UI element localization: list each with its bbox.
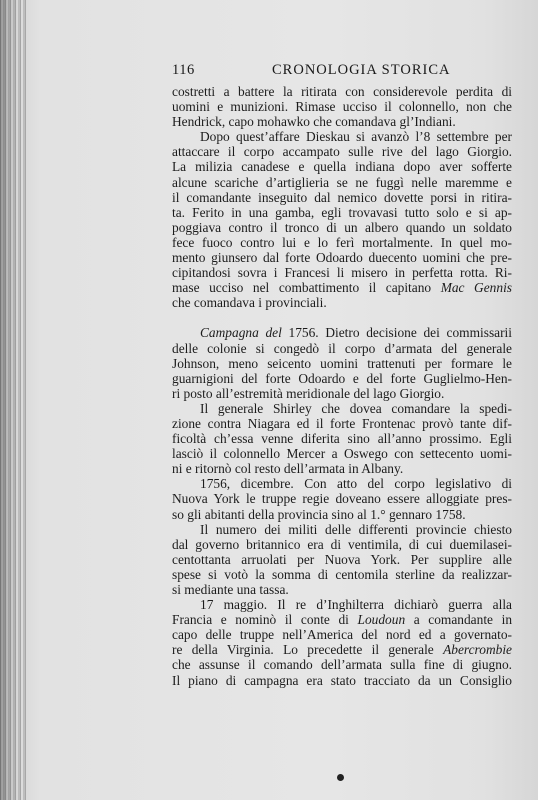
line-text: ta. Ferito in una gamba, egli trovavasi tutto solo e si ap- (172, 204, 512, 220)
italic-text: Abercrombie (443, 642, 512, 658)
line-text: lasciò il colonnello Mercer a Oswego con settecento uomi- (172, 446, 512, 462)
text-line (172, 295, 512, 310)
text-line (172, 99, 512, 114)
text-line (172, 144, 512, 159)
line-text: capo delle truppe nell’America del nord ed a governato- (172, 627, 512, 643)
line-text: che assunse il comando dell’armata sulla fine di giugno. (172, 657, 512, 673)
line-text: La milizia canadese e quella indiana dopo aver sofferte (172, 159, 512, 175)
text-line (172, 129, 512, 144)
text-line (172, 627, 512, 642)
line-text: mase ucciso nel combattimento il capitano (172, 280, 441, 296)
line-text: cipitandosi sovra i Francesi li misero in perfetta rotta. Ri- (172, 265, 512, 281)
line-text: uomini e munizioni. Rimase ucciso il colonnello, non che (172, 99, 512, 115)
text-line (172, 371, 512, 386)
line-text: centottanta arruolati per Nuova York. Per supplire alle (172, 551, 512, 567)
line-text: attaccare il corpo accampato sulle rive del lago Giorgio. (172, 144, 512, 160)
line-text: 1756, dicembre. Con atto del corpo legislativo di (200, 476, 512, 492)
line-text: Il generale Shirley che dovea comandare la spedi- (200, 400, 512, 416)
text-line (172, 582, 512, 597)
page-number: 116 (172, 62, 195, 78)
line-text: Hendrick, capo mohawko che comandava gl’Indiani. (172, 114, 456, 130)
text-line (172, 401, 512, 416)
text-line (172, 446, 512, 461)
paragraph-gap (172, 310, 512, 325)
body-text (172, 84, 512, 688)
line-text: Francia e nominò il conte di (172, 612, 358, 628)
text-line (172, 250, 512, 265)
line-text: il comandante inseguito dal nemico dovette porsi in ritira- (172, 189, 512, 205)
text-line (172, 190, 512, 205)
text-line (172, 461, 512, 476)
line-text: dal governo britannico era di ventimila, di cui duemilasei- (172, 536, 512, 552)
italic-text: Loudoun (357, 612, 406, 628)
running-title: CRONOLOGIA STORICA (272, 62, 451, 78)
text-line (172, 416, 512, 431)
text-line (172, 673, 512, 688)
text-line (172, 235, 512, 250)
line-text: zione contra Niagara ed il forte Frontenac provò tante dif- (172, 415, 512, 431)
text-line (172, 341, 512, 356)
italic-text: Mac Gennis (440, 280, 512, 296)
line-text: so gli abitanti della provincia sino al 1.° gennaro 1758. (172, 506, 466, 522)
text-line (172, 159, 512, 174)
text-line (172, 431, 512, 446)
line-text: ri posto all’estremità meridionale del lago Giorgio. (172, 385, 445, 401)
line-text: che comandava i provinciali. (172, 295, 327, 311)
italic-text: Campagna del (200, 325, 282, 341)
ink-dot (337, 774, 344, 781)
line-text: re della Virginia. Lo precedette il generale (172, 642, 444, 658)
line-text: costretti a battere la ritirata con considerevole perdita di (172, 84, 512, 99)
line-text: si mediante una tassa. (172, 582, 289, 597)
text-line (172, 552, 512, 567)
text-line (172, 476, 512, 491)
text-line (172, 567, 512, 582)
text-line (172, 537, 512, 552)
book-binding-edge (0, 0, 26, 800)
line-text: ni e ritornò col resto dell’armata in Albany. (172, 461, 404, 477)
text-line (172, 386, 512, 401)
line-text: 17 maggio. Il re d’Inghilterra dichiarò guerra alla (200, 597, 512, 613)
text-line (172, 491, 512, 506)
page-header (172, 62, 512, 82)
line-text: Nuova York le truppe regie doveano essere alloggiate pres- (172, 491, 512, 507)
text-line (172, 114, 512, 129)
text-line (172, 265, 512, 280)
text-line (172, 612, 512, 627)
line-text: fece fuoco contro lui e lo ferì mortalmente. In quel mo- (172, 234, 512, 250)
text-line (172, 220, 512, 235)
line-text: Dopo quest’affare Dieskau si avanzò l’8 settembre per (200, 129, 512, 145)
text-line (172, 84, 512, 99)
line-text: Il numero dei militi delle differenti provincie chiesto (200, 521, 512, 537)
text-line (172, 657, 512, 672)
text-line (172, 175, 512, 190)
line-text: guarnigioni del forte Odoardo e del forte Guglielmo-Hen- (172, 370, 512, 386)
text-line (172, 597, 512, 612)
text-line (172, 356, 512, 371)
line-text: a comandante in (405, 612, 513, 628)
text-line (172, 325, 512, 340)
line-text: Johnson, meno seicento uomini trattenuti per formare le (172, 355, 512, 371)
line-text: mento giunsero dal forte Odoardo duecento uomini che pre- (172, 250, 512, 266)
line-text: Il piano di campagna era stato tracciato da un Consiglio (172, 672, 512, 688)
line-text: poggiava contro il tronco di un albero quando un soldato (172, 219, 512, 235)
line-text: spese si votò la somma di centomila sterline da realizzar- (172, 566, 512, 582)
text-line (172, 522, 512, 537)
text-line (172, 280, 512, 295)
line-text: ficoltà ch’essa venne diferita sino all’anno prossimo. Egli (172, 431, 512, 447)
line-text: alcune scariche d’artiglieria se ne fuggì nelle maremme e (172, 174, 512, 190)
text-line (172, 642, 512, 657)
line-text: delle colonie si congedò il corpo d’armata del generale (172, 340, 512, 356)
line-text: 1756. Dietro decisione dei commissarii (281, 325, 512, 341)
text-line (172, 507, 512, 522)
text-line (172, 205, 512, 220)
